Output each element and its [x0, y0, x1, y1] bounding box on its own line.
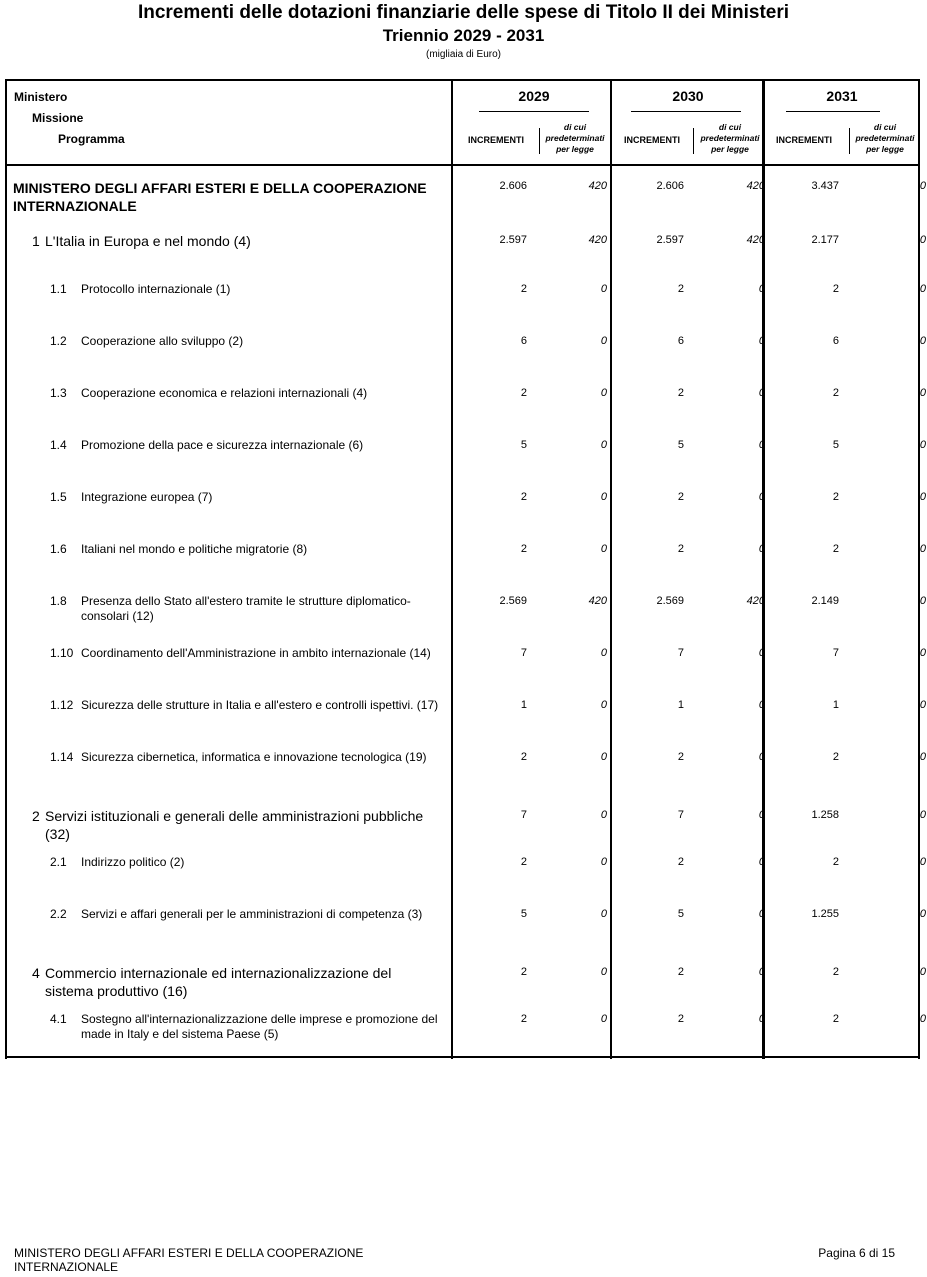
year-underline-2030 [631, 111, 741, 112]
predetermined-value: 0 [600, 856, 607, 868]
mission-number: 4 [32, 965, 40, 981]
increment-value: 2 [520, 966, 527, 978]
predetermined-value: 0 [758, 387, 765, 399]
year-2030: 2030 [672, 88, 704, 104]
predetermined-value: 0 [758, 966, 765, 978]
increment-value: 2 [677, 491, 684, 503]
units-note: (migliaia di Euro) [425, 49, 502, 60]
sub-divider [693, 128, 694, 154]
predetermined-value: 0 [919, 751, 926, 763]
program-label: Cooperazione allo sviluppo (2) [81, 334, 244, 348]
predetermined-value: 0 [919, 543, 926, 555]
program-number: 1.3 [50, 386, 67, 400]
col-dicui-2031 [850, 122, 920, 155]
increment-value: 2 [677, 543, 684, 555]
mission-label: Servizi istituzionali e generali delle amministrazioni pubbliche (32) [45, 808, 424, 842]
predetermined-value: 0 [758, 335, 765, 347]
increment-value: 7 [677, 809, 684, 821]
predetermined-value: 0 [600, 543, 607, 555]
dicui-line1: di cui [718, 122, 742, 132]
predetermined-value: 0 [600, 1013, 607, 1025]
predetermined-value: 0 [919, 647, 926, 659]
predetermined-value: 0 [919, 439, 926, 451]
col-incrementi-2029: INCREMENTI [468, 135, 524, 145]
year-2029: 2029 [518, 88, 550, 104]
year-underline-2031 [786, 111, 880, 112]
predetermined-value: 0 [600, 491, 607, 503]
program-label: Sostegno all'internazionalizzazione delle imprese e promozione del made in Italy e del sistema Paese (5) [81, 1012, 438, 1041]
increment-value: 6 [520, 335, 527, 347]
increment-value: 2 [677, 751, 684, 763]
program-label: Cooperazione economica e relazioni internazionali (4) [81, 386, 368, 400]
predetermined-value: 0 [758, 543, 765, 555]
increment-value: 2 [677, 387, 684, 399]
increment-value: 2.177 [811, 234, 839, 246]
col-divider-2030 [610, 79, 612, 1059]
program-label: Integrazione europea (7) [81, 490, 213, 504]
predetermined-value: 0 [919, 856, 926, 868]
header-programma: Programma [58, 132, 125, 146]
increment-value: 5 [520, 439, 527, 451]
predetermined-value: 0 [758, 856, 765, 868]
increment-value: 5 [677, 908, 684, 920]
year-underline-2029 [479, 111, 589, 112]
predetermined-value: 420 [588, 180, 607, 192]
program-number: 1.5 [50, 490, 67, 504]
program-number: 2.2 [50, 907, 67, 921]
predetermined-value: 0 [919, 966, 926, 978]
footer-page-number: Pagina 6 di 15 [818, 1246, 895, 1260]
increment-value: 2 [677, 966, 684, 978]
increment-value: 2 [677, 1013, 684, 1025]
increment-value: 2 [832, 387, 839, 399]
increment-value: 2 [520, 1013, 527, 1025]
increment-value: 2 [832, 283, 839, 295]
increment-value: 2 [677, 283, 684, 295]
program-number: 1.1 [50, 282, 67, 296]
predetermined-value: 0 [758, 809, 765, 821]
dicui-line3: per legge [711, 144, 749, 154]
increment-value: 2 [832, 1013, 839, 1025]
predetermined-value: 0 [758, 647, 765, 659]
predetermined-value: 0 [600, 966, 607, 978]
predetermined-value: 0 [919, 234, 926, 246]
program-number: 4.1 [50, 1012, 67, 1026]
program-label: Sicurezza cibernetica, informatica e innovazione tecnologica (19) [81, 750, 427, 764]
footer-ministry: MINISTERO DEGLI AFFARI ESTERI E DELLA COOPERAZIONE INTERNAZIONALE [14, 1246, 364, 1274]
program-number: 1.8 [50, 594, 67, 608]
increment-value: 2.606 [656, 180, 684, 192]
predetermined-value: 0 [919, 809, 926, 821]
predetermined-value: 0 [919, 180, 926, 192]
program-label: Protocollo internazionale (1) [81, 282, 231, 296]
predetermined-value: 420 [746, 234, 765, 246]
increment-value: 6 [832, 335, 839, 347]
increment-value: 2.597 [656, 234, 684, 246]
program-number: 1.10 [50, 646, 74, 660]
dicui-line1: di cui [563, 122, 587, 132]
predetermined-value: 0 [758, 751, 765, 763]
increment-value: 3.437 [811, 180, 839, 192]
header-ministero: Ministero [14, 90, 68, 104]
increment-value: 7 [832, 647, 839, 659]
header-missione: Missione [32, 111, 84, 125]
predetermined-value: 0 [600, 751, 607, 763]
dicui-line3: per legge [866, 144, 904, 154]
table-border-left [5, 79, 7, 1059]
increment-value: 2 [832, 491, 839, 503]
mission-number: 2 [32, 808, 40, 824]
predetermined-value: 0 [600, 699, 607, 711]
program-label: Coordinamento dell'Amministrazione in ambito internazionale (14) [81, 646, 431, 660]
increment-value: 2 [832, 966, 839, 978]
increment-value: 5 [520, 908, 527, 920]
program-label: Sicurezza delle strutture in Italia e all'estero e controlli ispettivi. (17) [81, 698, 439, 712]
increment-value: 1 [520, 699, 527, 711]
col-incrementi-2030: INCREMENTI [624, 135, 680, 145]
increment-value: 1 [677, 699, 684, 711]
predetermined-value: 420 [588, 595, 607, 607]
increment-value: 1.258 [811, 809, 839, 821]
predetermined-value: 0 [758, 908, 765, 920]
col-dicui-2029 [540, 122, 610, 155]
increment-value: 2.606 [499, 180, 527, 192]
increment-value: 7 [520, 809, 527, 821]
program-number: 1.6 [50, 542, 67, 556]
program-label: Presenza dello Stato all'estero tramite le strutture diplomatico-consolari (12) [81, 594, 411, 623]
predetermined-value: 0 [758, 439, 765, 451]
predetermined-value: 0 [600, 387, 607, 399]
program-number: 1.2 [50, 334, 67, 348]
program-label: Servizi e affari generali per le amministrazioni di competenza (3) [81, 907, 423, 921]
mission-number: 1 [32, 233, 40, 249]
predetermined-value: 420 [588, 234, 607, 246]
dicui-line2: predeterminati [545, 133, 605, 143]
predetermined-value: 0 [919, 387, 926, 399]
predetermined-value: 0 [919, 491, 926, 503]
increment-value: 2.569 [499, 595, 527, 607]
predetermined-value: 0 [758, 699, 765, 711]
increment-value: 1 [832, 699, 839, 711]
increment-value: 2 [832, 856, 839, 868]
predetermined-value: 0 [600, 439, 607, 451]
mission-label: Commercio internazionale ed internazionalizzazione del sistema produttivo (16) [45, 965, 392, 999]
predetermined-value: 0 [919, 335, 926, 347]
predetermined-value: 0 [919, 699, 926, 711]
increment-value: 2.569 [656, 595, 684, 607]
increment-value: 2 [832, 543, 839, 555]
increment-value: 2 [520, 283, 527, 295]
increment-value: 5 [832, 439, 839, 451]
header-separator [5, 164, 920, 166]
increment-value: 7 [677, 647, 684, 659]
program-number: 1.14 [50, 750, 74, 764]
year-2031: 2031 [826, 88, 858, 104]
col-incrementi-2031: INCREMENTI [776, 135, 832, 145]
dicui-line3: per legge [556, 144, 594, 154]
program-number: 1.4 [50, 438, 67, 452]
program-label: Promozione della pace e sicurezza internazionale (6) [81, 438, 364, 452]
page-title: Incrementi delle dotazioni finanziarie delle spese di Titolo II dei Ministeri [137, 2, 790, 23]
predetermined-value: 0 [758, 283, 765, 295]
predetermined-value: 0 [600, 283, 607, 295]
col-dicui-2030 [695, 122, 765, 155]
increment-value: 2.597 [499, 234, 527, 246]
predetermined-value: 0 [600, 647, 607, 659]
increment-value: 7 [520, 647, 527, 659]
predetermined-value: 420 [746, 595, 765, 607]
predetermined-value: 0 [600, 335, 607, 347]
increment-value: 2 [520, 856, 527, 868]
increment-value: 6 [677, 335, 684, 347]
program-number: 2.1 [50, 855, 67, 869]
predetermined-value: 0 [600, 908, 607, 920]
mission-label: L'Italia in Europa e nel mondo (4) [45, 233, 251, 249]
predetermined-value: 0 [919, 595, 926, 607]
predetermined-value: 0 [758, 1013, 765, 1025]
ministry-label: MINISTERO DEGLI AFFARI ESTERI E DELLA COOPERAZIONE INTERNAZIONALE [13, 180, 427, 214]
increment-value: 2 [520, 751, 527, 763]
dicui-line1: di cui [873, 122, 897, 132]
increment-value: 2.149 [811, 595, 839, 607]
dicui-line2: predeterminati [855, 133, 915, 143]
program-number: 1.12 [50, 698, 74, 712]
increment-value: 1.255 [811, 908, 839, 920]
predetermined-value: 0 [919, 908, 926, 920]
increment-value: 2 [520, 387, 527, 399]
predetermined-value: 0 [758, 491, 765, 503]
predetermined-value: 0 [919, 283, 926, 295]
predetermined-value: 0 [919, 1013, 926, 1025]
program-label: Italiani nel mondo e politiche migratorie (8) [81, 542, 308, 556]
increment-value: 5 [677, 439, 684, 451]
increment-value: 2 [832, 751, 839, 763]
page-subtitle: Triennio 2029 - 2031 [382, 26, 545, 45]
predetermined-value: 420 [746, 180, 765, 192]
predetermined-value: 0 [600, 809, 607, 821]
increment-value: 2 [677, 856, 684, 868]
increment-value: 2 [520, 491, 527, 503]
dicui-line2: predeterminati [700, 133, 760, 143]
col-divider-2029 [451, 79, 453, 1059]
increment-value: 2 [520, 543, 527, 555]
program-label: Indirizzo politico (2) [81, 855, 185, 869]
